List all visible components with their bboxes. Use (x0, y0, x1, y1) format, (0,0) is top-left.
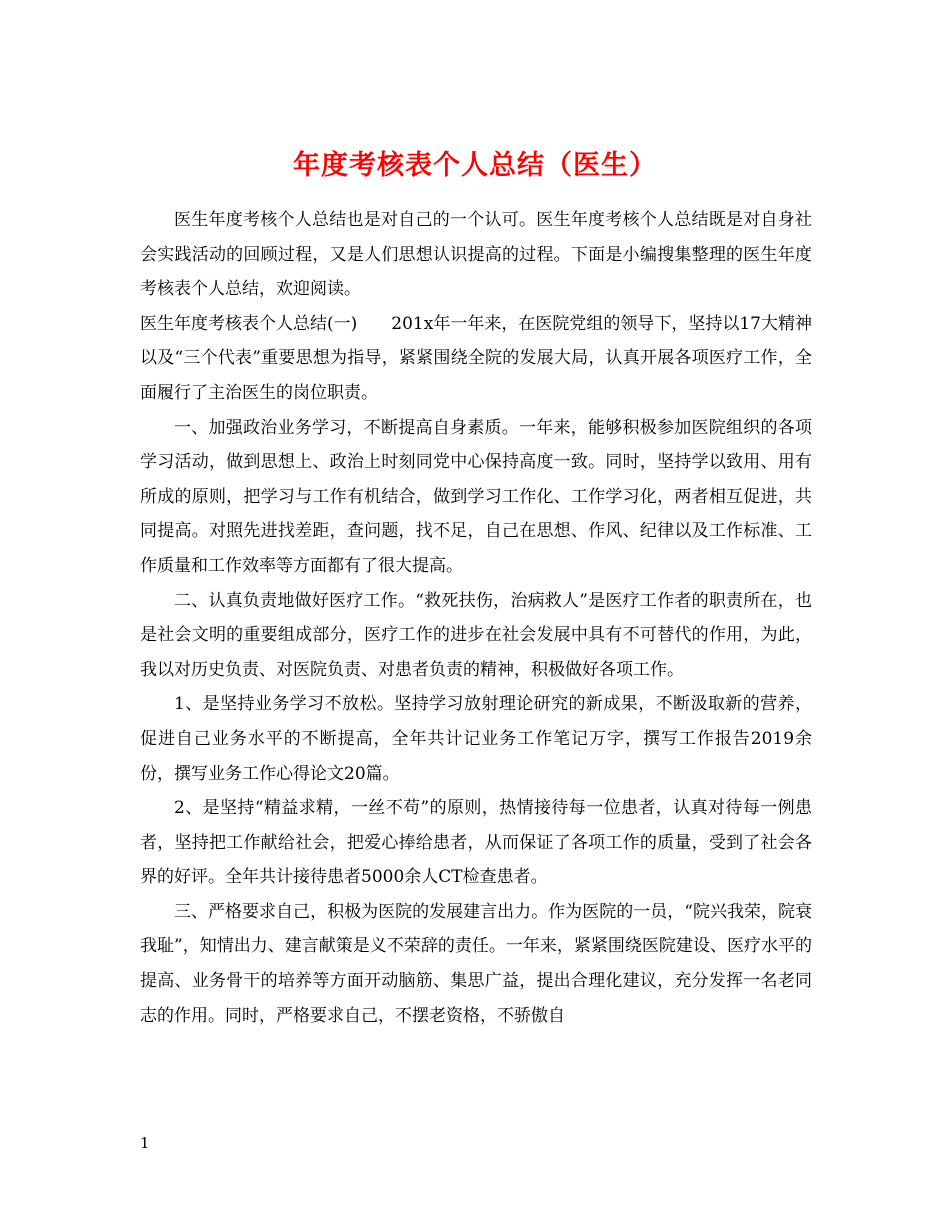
document-body (140, 203, 812, 1033)
page-number: 1 (140, 1134, 150, 1152)
document-title: 年度考核表个人总结（医生） (293, 150, 657, 182)
paragraph-item-one: 1、是坚持业务学习不放松。坚持学习放射理论研究的新成果，不断汲取新的营养，促进自己业务水平的不断提高，全年共计记业务工作笔记万字，撰写工作报告2019余份，撰写业务工作心得论文20篇。 (140, 694, 812, 784)
paragraph-section-two: 二、认真负责地做好医疗工作。“救死扶伤，治病救人”是医疗工作者的职责所在，也是社会文明的重要组成部分，医疗工作的进步在社会发展中具有不可替代的作用，为此，我以对历史负责、对医院负责、对患者负责的精神，积极做好各项工作。 (140, 590, 812, 680)
paragraph-section-one: 一、加强政治业务学习，不断提高自身素质。一年来，能够积极参加医院组织的各项学习活动，做到思想上、政治上时刻同党中心保持高度一致。同时，坚持学以致用、用有所成的原则，把学习与工作有机结合，做到学习工作化、工作学习化，两者相互促进，共同提高。对照先进找差距，查问题，找不足，自己在思想、作风、纪律以及工作标准、工作质量和工作效率等方面都有了很大提高。 (140, 417, 812, 576)
paragraph-intro: 医生年度考核个人总结也是对自己的一个认可。医生年度考核个人总结既是对自身社会实践活动的回顾过程，又是人们思想认识提高的过程。下面是小编搜集整理的医生年度考核表个人总结，欢迎阅读。 (140, 210, 812, 300)
paragraph-item-two: 2、是坚持“精益求精，一丝不苟”的原则，热情接待每一位患者，认真对待每一例患者，坚持把工作献给社会，把爱心捧给患者，从而保证了各项工作的质量，受到了社会各界的好评。全年共计接待患者5000余人CT检查患者。 (140, 798, 812, 888)
paragraph-section-three: 三、严格要求自己，积极为医院的发展建言出力。作为医院的一员，“院兴我荣，院衰我耻”，知情出力、建言献策是义不荣辞的责任。一年来，紧紧围绕医院建设、医疗水平的提高、业务骨干的培养等方面开动脑筋、集思广益，提出合理化建议，充分发挥一名老同志的作用。同时，严格要求自己，不摆老资格，不骄傲自 (140, 901, 812, 1026)
paragraph-summary-one: 医生年度考核表个人总结(一) 201x年一年来，在医院党组的领导下，坚持以17大精神以及“三个代表”重要思想为指导，紧紧围绕全院的发展大局，认真开展各项医疗工作，全面履行了主治医生的岗位职责。 (140, 313, 812, 403)
